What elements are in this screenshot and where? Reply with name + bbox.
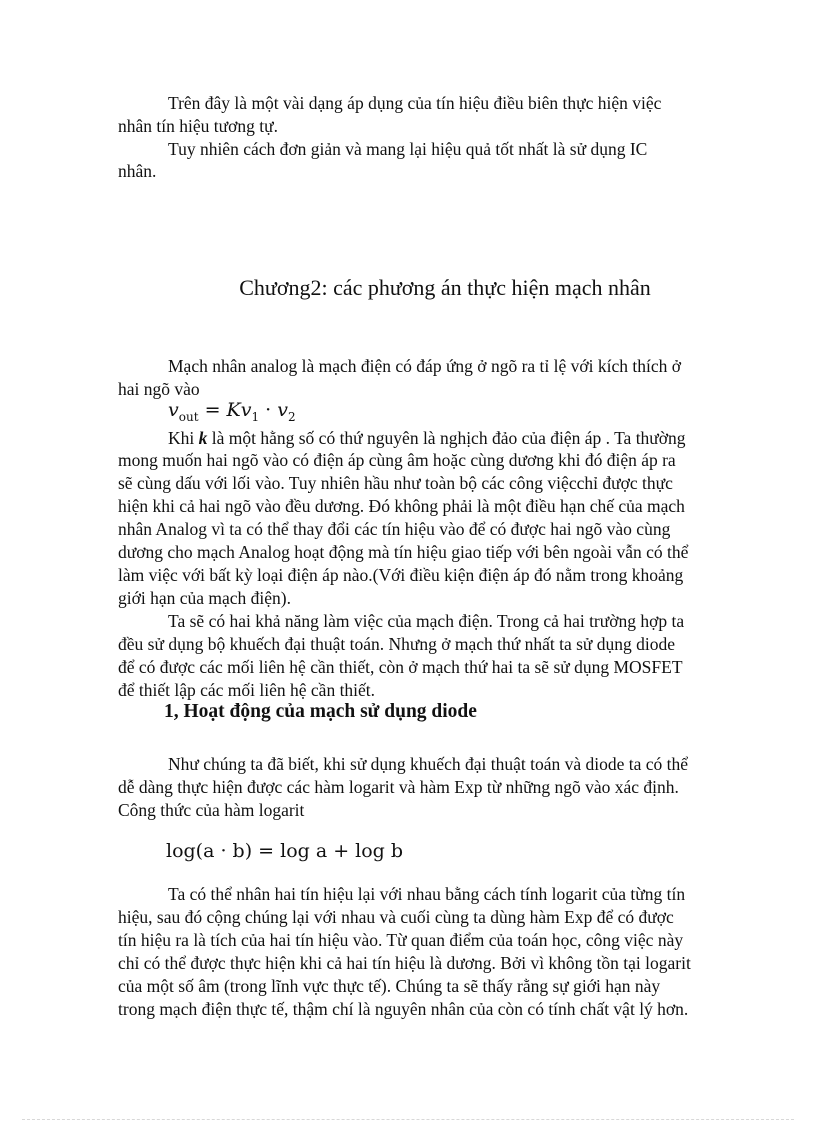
paragraph-line: Mạch nhân analog là mạch điện có đáp ứng ở ngõ ra tỉ lệ với kích thích ở	[168, 356, 682, 376]
paragraph-line: nhân Analog vì ta có thể thay đổi các tín hiệu vào để có được hai ngõ vào cùng	[118, 519, 671, 539]
paragraph-line: dương cho mạch Analog hoạt động mà tín hiệu giao tiếp với bên ngoài vẫn có thể	[118, 542, 689, 562]
formula-subscript: 1	[251, 409, 260, 424]
paragraph-line: Trên đây là một vài dạng áp dụng của tín hiệu điều biên thực hiện việc	[168, 93, 662, 113]
symbol-k: k	[198, 428, 208, 448]
paragraph-line: nhân.	[118, 161, 157, 181]
paragraph-line: nhân tín hiệu tương tự.	[118, 116, 278, 136]
formula-subscript: 2	[287, 409, 296, 424]
formula-operator: ·	[259, 399, 278, 421]
paragraph-line: để có được các mối liên hệ cần thiết, còn ở mạch thứ hai ta sẽ sử dụng MOSFET	[118, 657, 683, 677]
page-bottom-divider	[22, 1119, 794, 1120]
paragraph-line: mong muốn hai ngõ vào có điện áp cùng âm hoặc cùng dương khi đó điện áp ra	[118, 450, 676, 470]
paragraph-line: để thiết lập các mối liên hệ cần thiết.	[118, 680, 376, 700]
chapter-title: Chương2: các phương án thực hiện mạch nhân	[239, 275, 651, 300]
paragraph-line: giới hạn của mạch điện).	[118, 588, 292, 608]
formula-vout	[168, 399, 296, 424]
paragraph-line: hai ngõ vào	[118, 379, 200, 399]
formula-subscript: out	[178, 409, 199, 424]
text-run: Khi	[168, 428, 199, 448]
paragraph-line	[168, 427, 686, 449]
paragraph-line: đều sử dụng bộ khuếch đại thuật toán. Nhưng ở mạch thứ nhất ta sử dụng diode	[118, 634, 676, 654]
paragraph-line: hiện khi cả hai ngõ vào đều dương. Đó không phải là một điều hạn chế của mạch	[118, 496, 685, 516]
paragraph-line: dễ dàng thực hiện được các hàm logarit và hàm Exp từ những ngõ vào xác định.	[118, 777, 679, 797]
paragraph-line: của một số âm (trong lĩnh vực thực tế). Chúng ta sẽ thấy rằng sự giới hạn này	[118, 976, 661, 996]
paragraph-line: Công thức của hàm logarit	[118, 800, 305, 820]
formula-symbol: v	[168, 399, 179, 421]
formula-symbol: v	[277, 399, 288, 421]
formula-symbol: v	[240, 399, 252, 421]
paragraph-line: làm việc với bất kỳ loại điện áp nào.(Với điều kiện điện áp đó nằm trong khoảng	[118, 565, 684, 585]
text-run: là một hằng số có thứ nguyên là nghịch đảo của điện áp . Ta thường	[207, 428, 686, 448]
paragraph-line: trong mạch điện thực tế, thậm chí là nguyên nhân của còn có tính chất vật lý hơn.	[118, 999, 689, 1019]
paragraph-line: sẽ cùng dấu với lối vào. Tuy nhiên hầu như toàn bộ các công việcchỉ được thực	[118, 473, 673, 493]
formula-operator: =	[204, 399, 227, 421]
paragraph-line: hiệu, sau đó cộng chúng lại với nhau và cuối cùng ta dùng hàm Exp để có được	[118, 907, 674, 927]
formula-logarit: log(a · b) = log a + log b	[166, 840, 404, 862]
paragraph-line: Tuy nhiên cách đơn giản và mang lại hiệu quả tốt nhất là sử dụng IC	[168, 139, 648, 159]
paragraph-line: chỉ có thể được thực hiện khi cả hai tín hiệu là dương. Bởi vì không tồn tại logarit	[118, 953, 691, 973]
paragraph-line: Như chúng ta đã biết, khi sử dụng khuếch đại thuật toán và diode ta có thể	[168, 754, 689, 774]
paragraph-line: Ta sẽ có hai khả năng làm việc của mạch điện. Trong cả hai trường hợp ta	[168, 611, 685, 631]
section-heading: 1, Hoạt động của mạch sử dụng diode	[164, 701, 477, 722]
formula-symbol: K	[226, 399, 241, 421]
paragraph-line: Ta có thể nhân hai tín hiệu lại với nhau bằng cách tính logarit của từng tín	[168, 884, 686, 904]
paragraph-line: tín hiệu ra là tích của hai tín hiệu vào. Từ quan điểm của toán học, công việc này	[118, 930, 684, 950]
